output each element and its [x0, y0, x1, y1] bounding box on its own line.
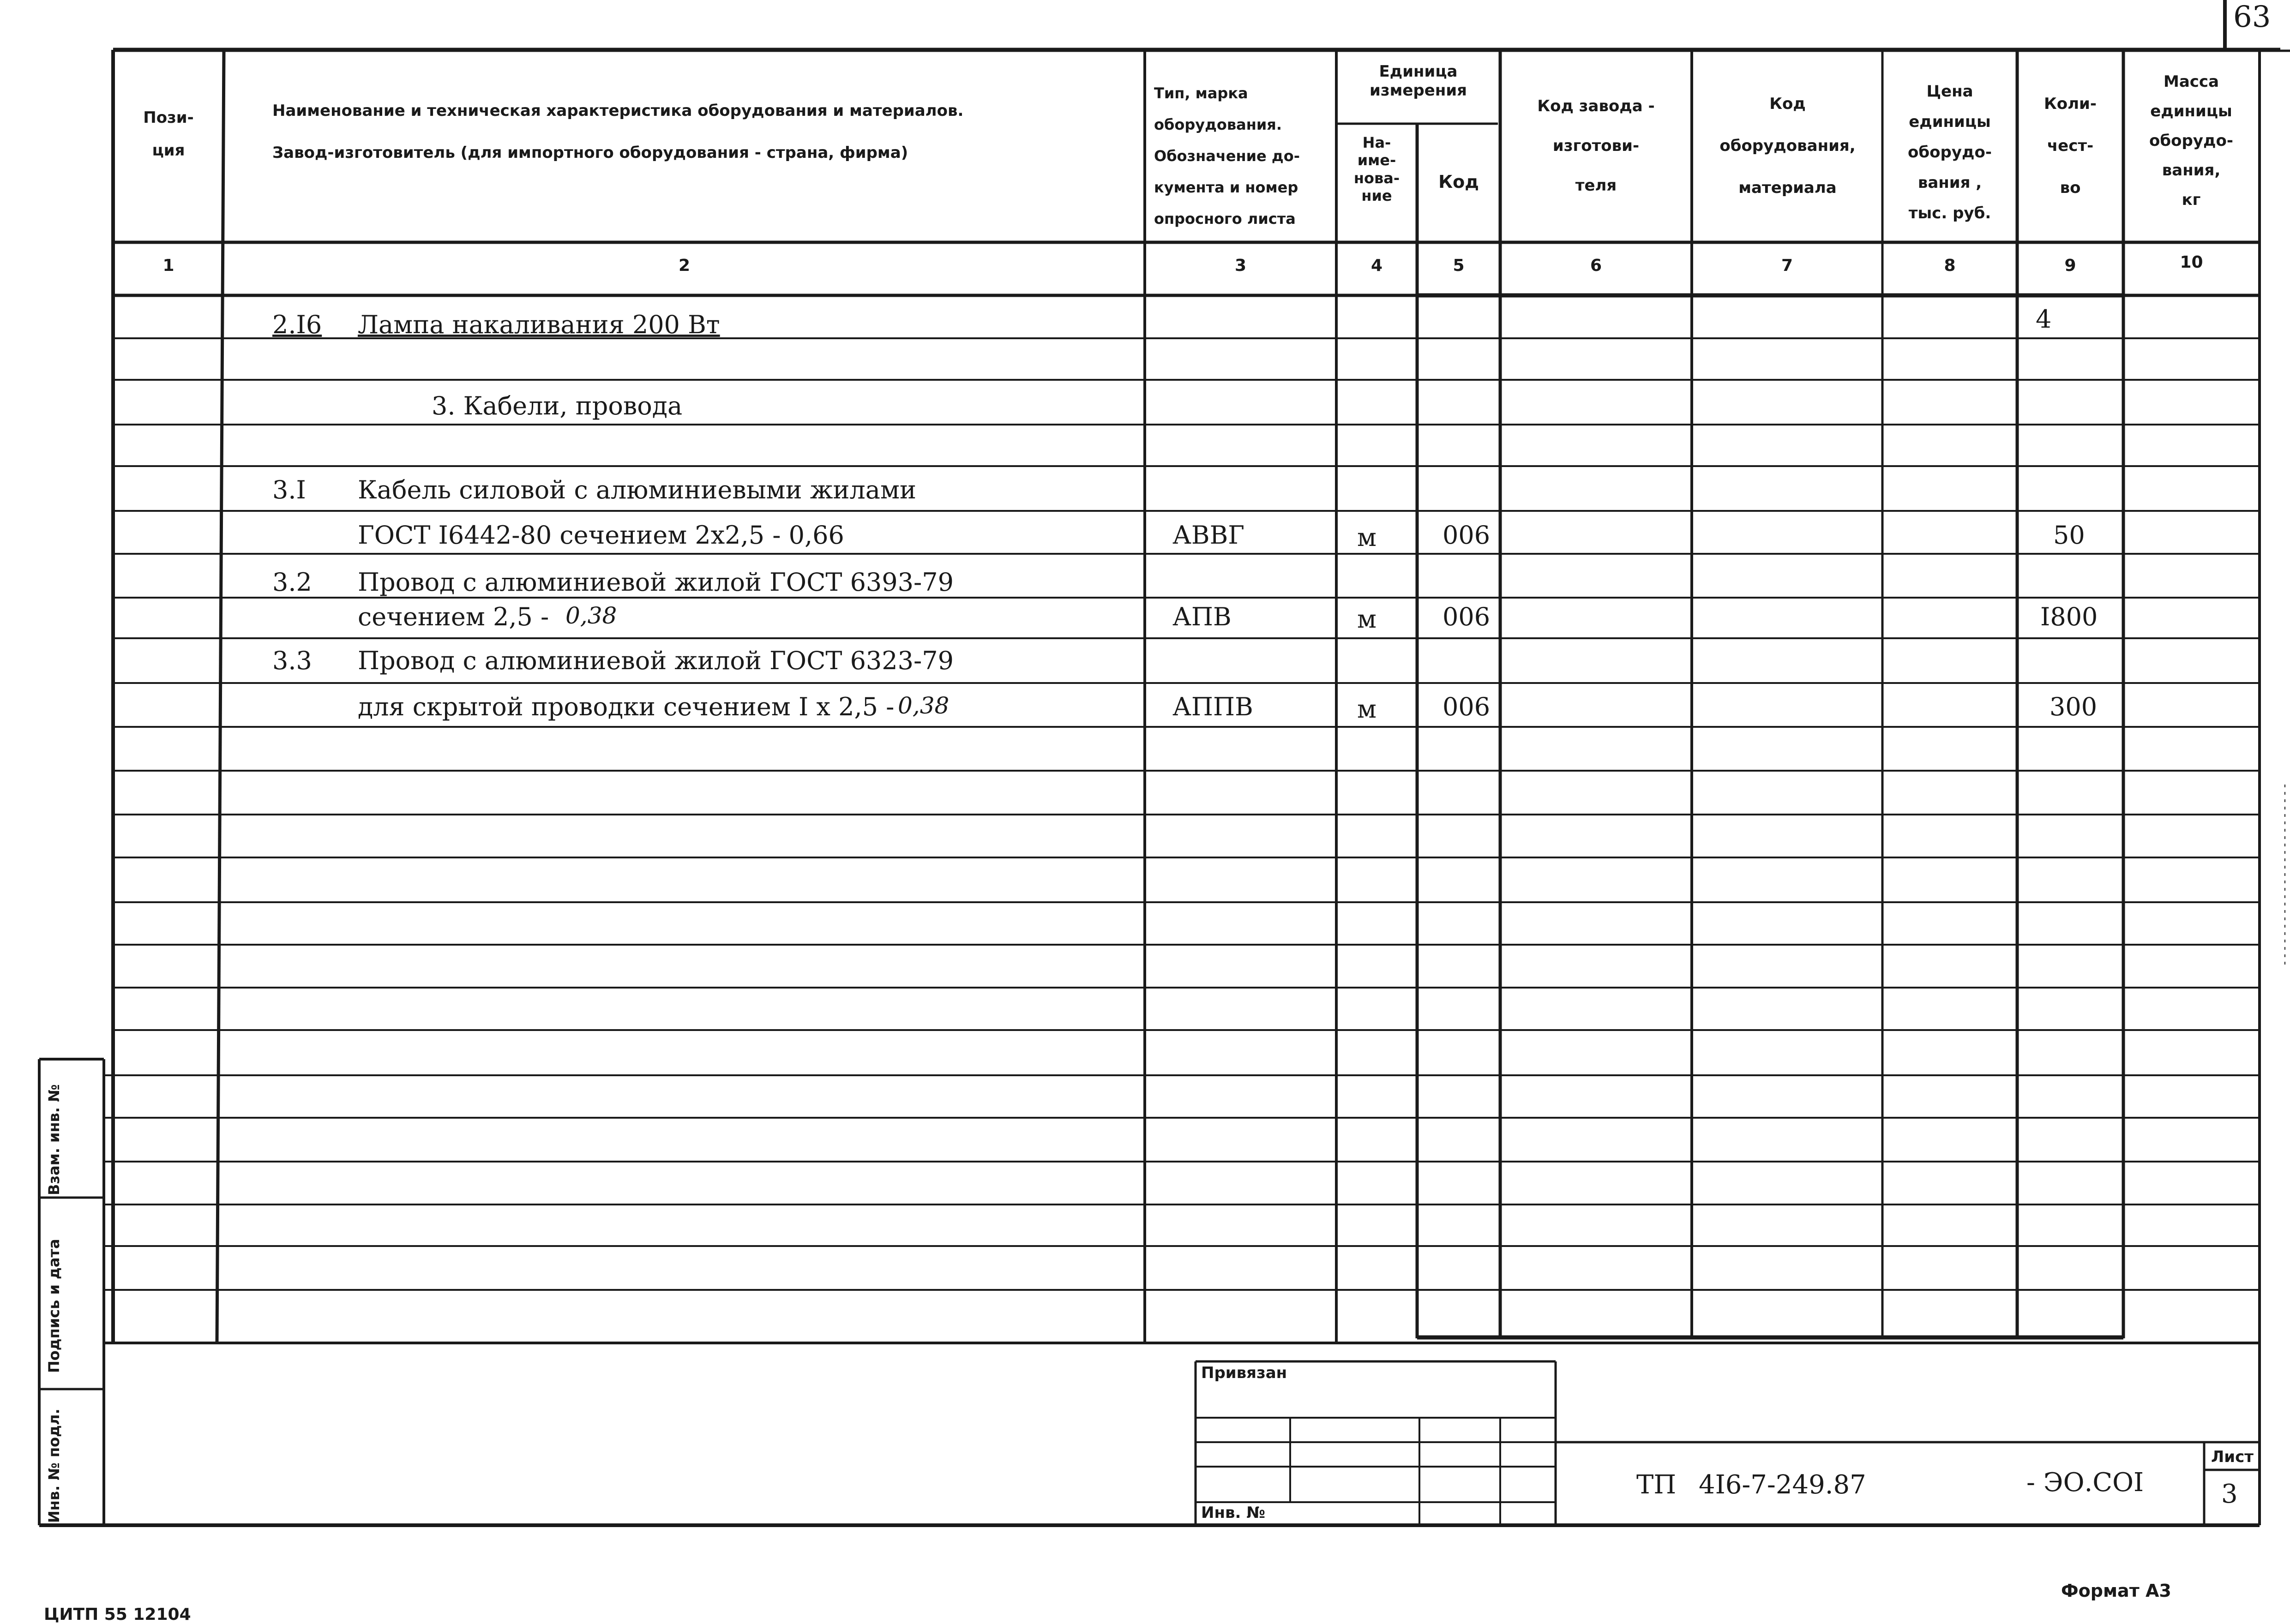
col-number: 5 [1453, 256, 1465, 275]
row-name: Провод с алюминиевой жилой ГОСТ 6323-79 [358, 646, 954, 675]
col-number: 9 [2064, 256, 2076, 275]
row-name: сечением 2,5 - [358, 602, 549, 631]
col-number: 7 [1781, 256, 1793, 275]
stamp-doc-prefix: ТП [1636, 1470, 1677, 1500]
header-price: Цена единицы оборудо- вания , тыс. руб. [1908, 82, 1992, 222]
header-position: Пози- ция [143, 108, 194, 160]
row-unit: м [1357, 605, 1377, 634]
stamp-attached-label: Привязан [1201, 1364, 1287, 1382]
row-qty: I800 [2040, 602, 2098, 631]
stamp-inv-label: Инв. № [1201, 1504, 1266, 1522]
row-qty: 50 [2053, 521, 2085, 550]
stamp-doc-suffix: - ЭО.COI [2026, 1468, 2144, 1498]
row-handwritten-voltage: 0,38 [898, 692, 950, 719]
side-label-original-inv: Инв. № подл. [45, 1408, 63, 1523]
header-unit: Единица измерения [1370, 62, 1467, 100]
row-code: 006 [1443, 521, 1491, 550]
header-mass: Масса единицы оборудо- вания, кг [2149, 72, 2233, 209]
col-number: 10 [2180, 253, 2203, 272]
col-number: 3 [1234, 256, 1247, 275]
stamp-doc-number: 4I6-7-249.87 [1699, 1470, 1866, 1500]
row-unit: м [1357, 523, 1377, 552]
row-unit: м [1357, 695, 1377, 724]
stamp-sheet-number: 3 [2221, 1479, 2238, 1509]
row-type: АППВ [1172, 692, 1253, 721]
row-qty: 4 [2036, 305, 2052, 334]
row-name: Кабель силовой с алюминиевыми жилами [358, 475, 916, 504]
row-name: ГОСТ I6442-80 сечением 2х2,5 - 0,66 [358, 521, 844, 550]
header-factory-code: Код завода - изготови- теля [1537, 97, 1655, 195]
row-position: 2.I6 [272, 310, 322, 339]
section-heading: 3. Кабели, провода [432, 391, 683, 420]
col-number: 6 [1590, 256, 1602, 275]
col-number: 4 [1370, 256, 1383, 275]
header-equip-code: Код оборудования, материала [1719, 95, 1856, 197]
header-name: Наименование и техническая характеристика оборудования и материалов. Завод-изготовитель (для импортного оборудования - страна, фирма) [272, 102, 964, 162]
row-position: 3.I [272, 475, 306, 504]
col-number: 8 [1944, 256, 1956, 275]
header-type: Тип, марка оборудования. Обозначение до- кумента и номер опросного листа [1154, 84, 1300, 228]
row-position: 3.2 [272, 568, 312, 597]
bottom-code: ЦИТП 55 12104 [44, 1605, 191, 1624]
row-name: Провод с алюминиевой жилой ГОСТ 6393-79 [358, 568, 954, 597]
row-type: АВВГ [1172, 521, 1245, 550]
col-number: 1 [162, 256, 174, 275]
page-number: 63 [2233, 0, 2271, 34]
side-label-signature-date: Подпись и дата [45, 1239, 63, 1373]
row-position: 3.3 [272, 646, 312, 675]
header-unit-code: Код [1438, 172, 1479, 192]
row-handwritten-voltage: 0,38 [565, 602, 617, 629]
header-qty: Коли- чест- во [2044, 95, 2097, 197]
stamp-sheet-label: Лист [2211, 1448, 2254, 1466]
header-unit-name: На- име- нова- ние [1353, 134, 1400, 205]
row-name: Лампа накаливания 200 Вт [358, 310, 720, 339]
format-label: Формат А3 [2061, 1581, 2171, 1601]
row-code: 006 [1443, 602, 1491, 631]
row-code: 006 [1443, 692, 1491, 721]
row-qty: 300 [2050, 692, 2098, 721]
row-name: для скрытой проводки сечением I х 2,5 - [358, 692, 895, 721]
col-number: 2 [678, 256, 691, 275]
side-label-replacement-inv: Взам. инв. № [45, 1084, 63, 1195]
row-type: АПВ [1172, 602, 1232, 631]
